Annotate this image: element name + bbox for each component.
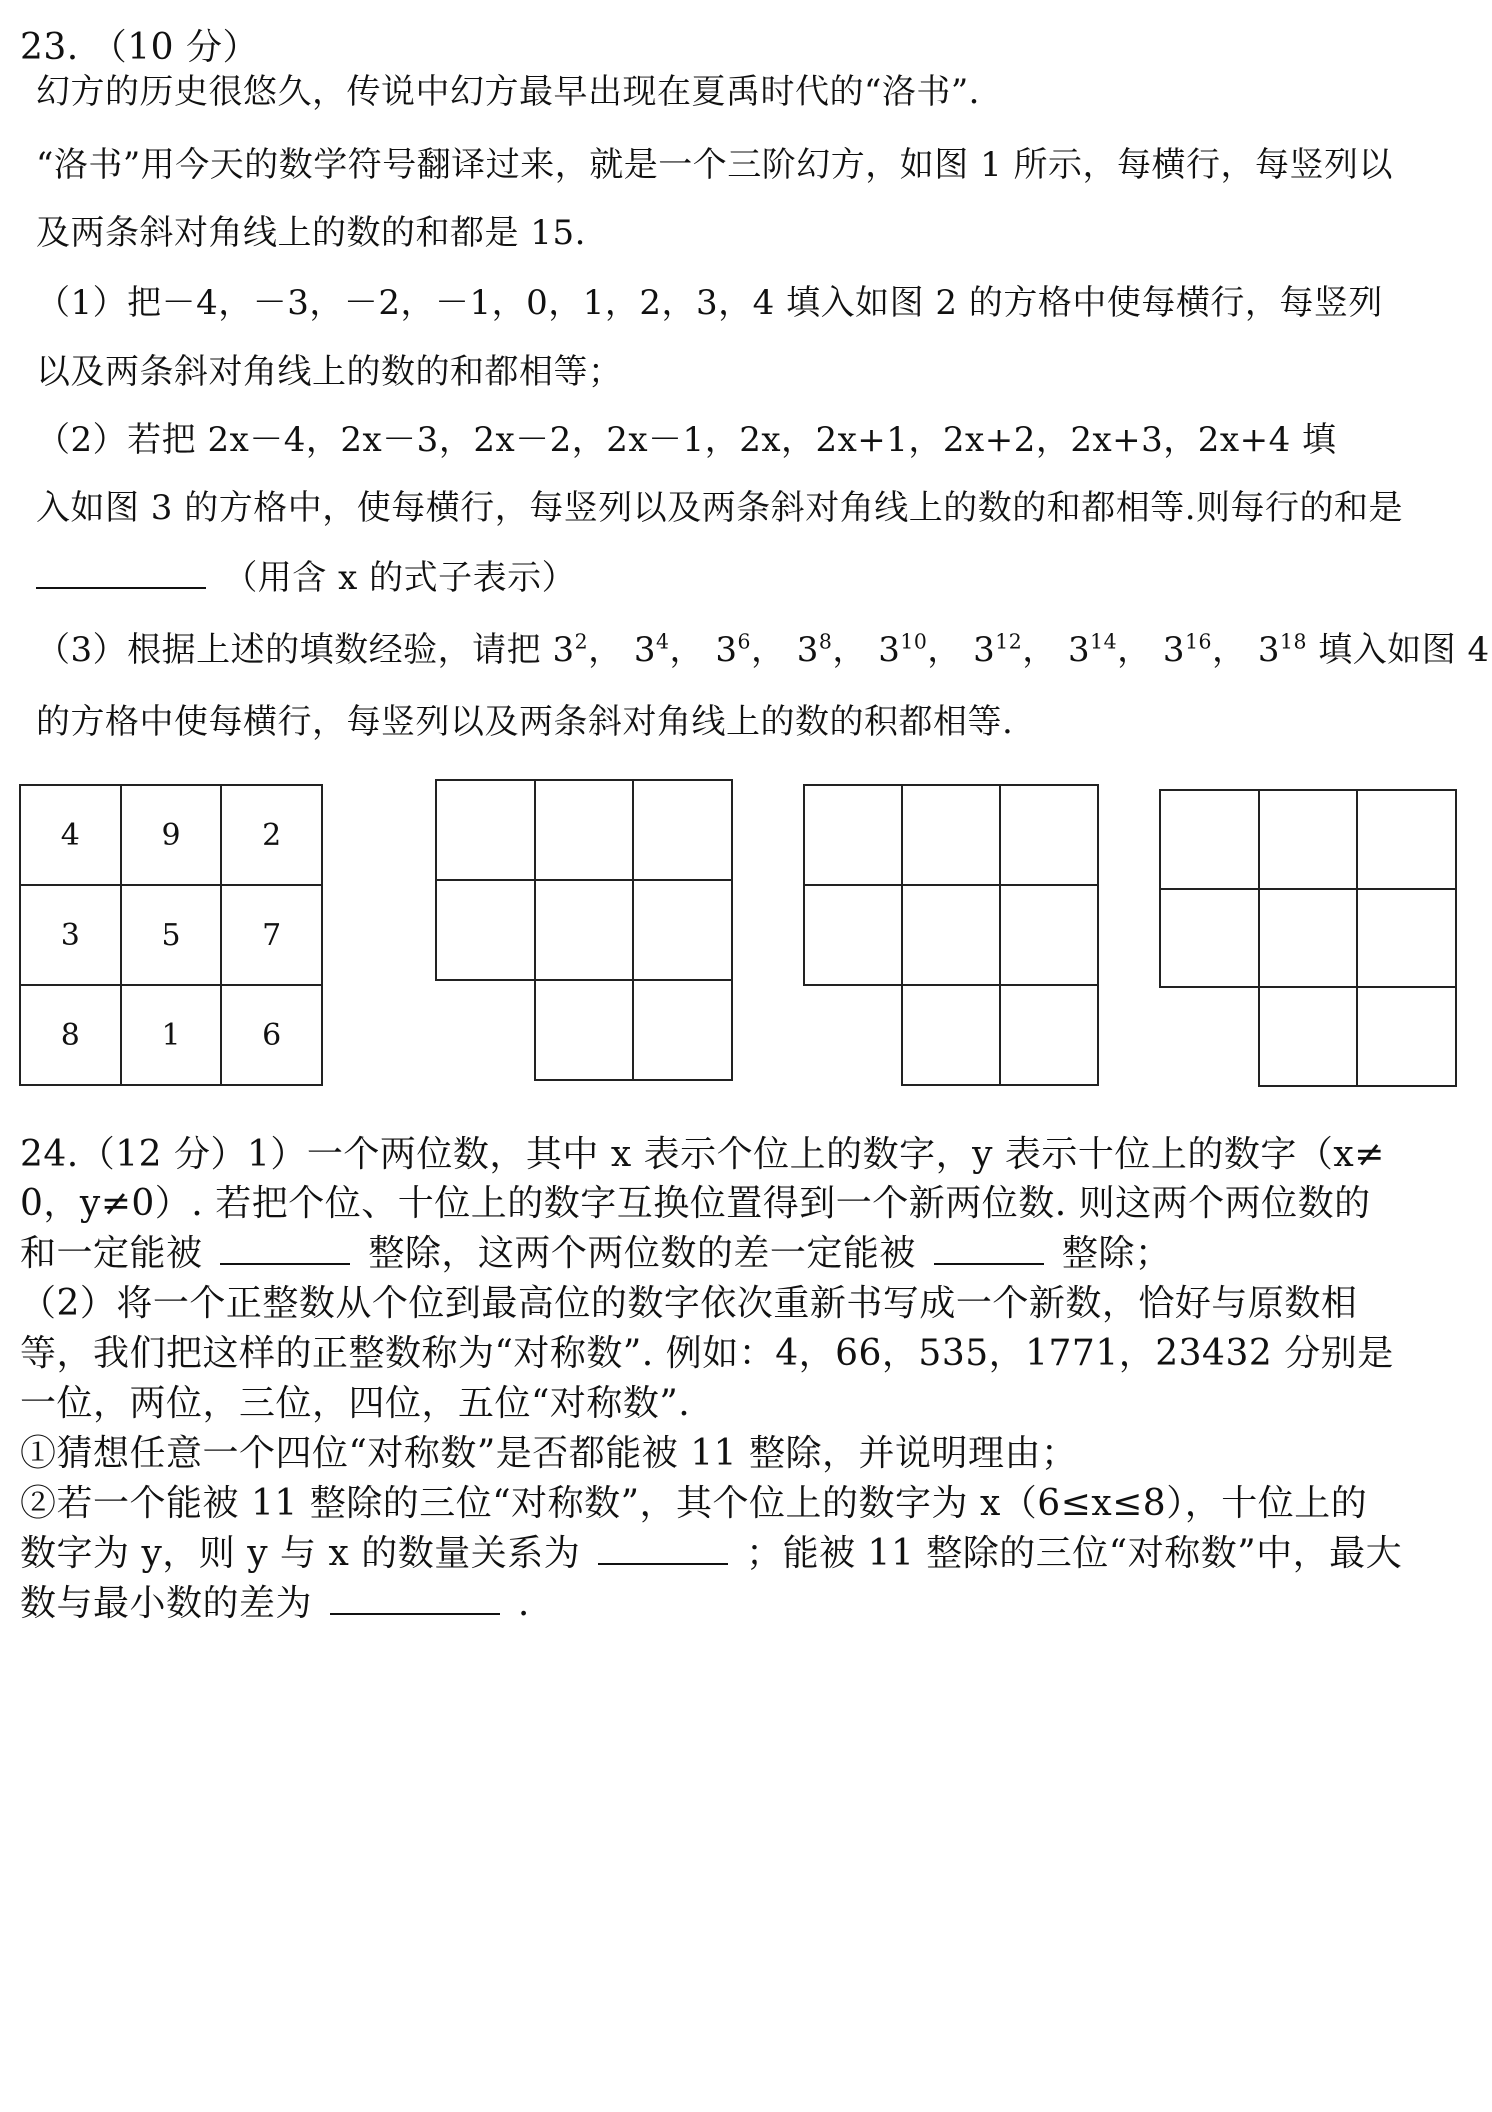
q24-line-2: 0，y≠0）. 若把个位、十位上的数字互换位置得到一个新两位数. 则这两个两位数的 [20,1183,1371,1224]
fig1-cell: 7 [220,884,323,986]
q23-part3-suffix: 填入如图 4 [1318,630,1490,670]
q24-difference-blank[interactable] [330,1583,500,1615]
q24-relation-blank[interactable] [598,1533,728,1565]
q24-line-8: ②若一个能被 11 整除的三位“对称数”，其个位上的数字为 x（6≤x≤8），十位上的 [20,1483,1368,1524]
fig1-cell: 5 [120,884,223,986]
fig4-cell[interactable] [1159,789,1260,890]
fig3-cell[interactable] [999,984,1099,1086]
fig4-cell[interactable] [1258,986,1359,1087]
q24-sum-divisor-blank[interactable] [220,1233,350,1265]
fig3-cell[interactable] [999,884,1099,986]
q23-part3-prefix: （3）根据上述的填数经验，请把 [36,630,542,670]
power-3-8: $3^8$ [796,629,833,670]
q24-line-10: 数与最小数的差为 . [20,1583,530,1624]
power-3-10: $3^{10}$ [878,629,928,670]
fig4-cell[interactable] [1258,789,1359,890]
fig4-cell[interactable] [1356,888,1457,989]
figure-1-magic-square [20,785,322,1085]
q23-part1-line1: （1）把－4，－3，－2，－1，0，1，2，3，4 填入如图 2 的方格中使每横行，每竖列 [36,283,1383,323]
q23-part2-hint: （用含 x 的式子表示） [223,558,577,598]
figure-4-empty-grid [1160,790,1456,1086]
fig2-cell[interactable] [534,779,635,881]
power-3-18: $3^{18}$ [1257,629,1307,670]
fig3-cell[interactable] [999,784,1099,886]
q23-part3-line2: 的方格中使每横行，每竖列以及两条斜对角线上的数的积都相等. [36,702,1014,742]
power-3-2: $3^2$ [552,629,589,670]
fig4-cell[interactable] [1356,986,1457,1087]
q24-difference-divisor-blank[interactable] [934,1233,1044,1265]
fig1-cell: 3 [19,884,122,986]
fig4-cell[interactable] [1356,789,1457,890]
fig1-cell: 9 [120,784,223,886]
fig2-cell[interactable] [435,879,536,981]
q23-part3-line1 [36,630,1490,670]
fig3-cell[interactable] [901,784,1001,886]
fig2-cell[interactable] [435,779,536,881]
fig2-cell-missing [435,979,536,1081]
q24-line-5: 等，我们把这样的正整数称为“对称数”. 例如：4，66，535，1771，23432 分别是 [20,1333,1394,1374]
q23-header: 23. （10 分） [20,27,259,68]
q23-part2-line3 [36,557,576,598]
fig2-cell[interactable] [534,979,635,1081]
power-3-12: $3^{12}$ [973,629,1023,670]
fig3-cell[interactable] [901,884,1001,986]
q24-line-4: （2）将一个正整数从个位到最高位的数字依次重新书写成一个新数，恰好与原数相 [20,1283,1358,1324]
q23-answer-blank[interactable] [36,557,206,589]
q23-description-1: “洛书”用今天的数学符号翻译过来，就是一个三阶幻方，如图 1 所示，每横行，每竖列以 [36,145,1394,185]
q24-line-3: 和一定能被 整除，这两个两位数的差一定能被 整除； [20,1233,1172,1274]
fig1-cell: 8 [19,984,122,1086]
fig1-cell: 2 [220,784,323,886]
q23-part1-line2: 以及两条斜对角线上的数的和都相等； [36,352,623,392]
fig2-cell[interactable] [632,779,733,881]
figure-3-empty-grid [804,785,1098,1085]
q24-line-6: 一位，两位，三位，四位，五位“对称数”. [20,1383,691,1424]
fig2-cell[interactable] [534,879,635,981]
fig3-cell[interactable] [901,984,1001,1086]
fig2-cell[interactable] [632,979,733,1081]
figure-2-empty-grid [436,780,732,1080]
q23-part2-line2: 入如图 3 的方格中，使每横行，每竖列以及两条斜对角线上的数的和都相等.则每行的和是 [36,488,1404,528]
fig3-cell-missing [803,984,903,1086]
q24-line-9: 数字为 y，则 y 与 x 的数量关系为 ；能被 11 整除的三位“对称数”中，最大 [20,1533,1403,1574]
power-list: $3^2$， $3^4$， $3^6$， $3^8$， $3^{10}$， $3^{12}$， $3^{14}$， $3^{16}$， $3^{18}$ [552,629,1307,670]
fig1-cell: 1 [120,984,223,1086]
power-3-4: $3^4$ [633,629,670,670]
power-3-14: $3^{14}$ [1068,629,1118,670]
fig1-cell: 4 [19,784,122,886]
q23-part2-line1: （2）若把 2x－4，2x－3，2x－2，2x－1，2x，2x+1，2x+2，2x+3，2x+4 填 [36,420,1337,460]
fig4-cell-missing [1159,986,1260,1087]
fig3-cell[interactable] [803,784,903,886]
q24-line-7: ①猜想任意一个四位“对称数”是否都能被 11 整除，并说明理由； [20,1433,1078,1474]
q23-description-2: 及两条斜对角线上的数的和都是 15. [36,213,586,253]
fig2-cell[interactable] [632,879,733,981]
fig4-cell[interactable] [1258,888,1359,989]
power-3-6: $3^6$ [715,629,751,670]
fig1-cell: 6 [220,984,323,1086]
power-3-16: $3^{16}$ [1162,629,1213,670]
q24-line-1: 24.（12 分）1）一个两位数，其中 x 表示个位上的数字，y 表示十位上的数字（x≠ [20,1134,1385,1175]
fig4-cell[interactable] [1159,888,1260,989]
q23-intro: 幻方的历史很悠久，传说中幻方最早出现在夏禹时代的“洛书”． [36,72,1004,112]
fig3-cell[interactable] [803,884,903,986]
